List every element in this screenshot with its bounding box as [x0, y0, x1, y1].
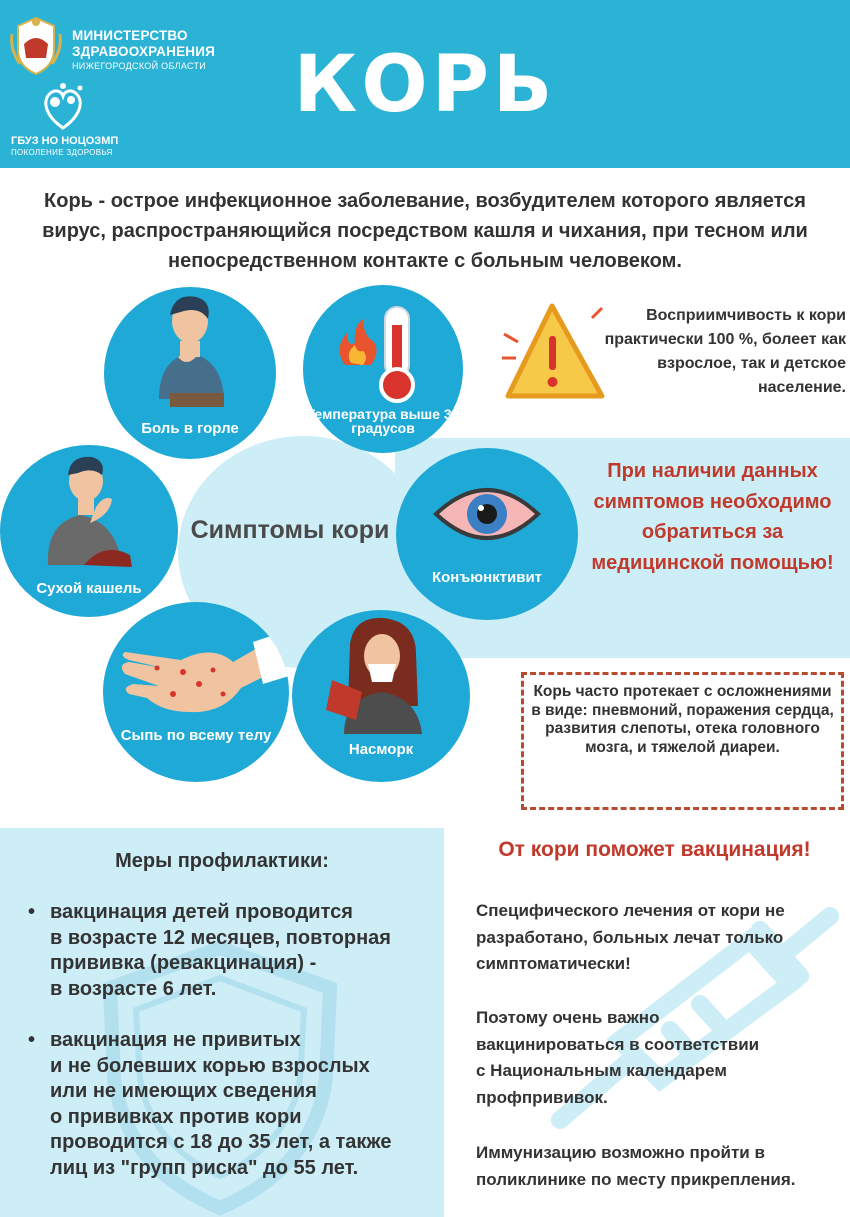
prevention-item	[28, 1028, 438, 1181]
symptom-rash	[103, 602, 289, 782]
vaccination-paragraph: Поэтому очень важно вакцинироваться в соответствии с Национальным календарем профпрививок.	[476, 1008, 760, 1107]
org-name	[11, 135, 118, 158]
bullet-icon: •	[28, 1029, 36, 1051]
vaccination-paragraph: Специфического лечения от кори не разработано, больных лечат только симптоматически!	[476, 901, 785, 973]
complications-box	[521, 672, 844, 810]
susceptibility-text: Восприимчивость к кори практически 100 %, болеет как взрослое, так и детское население.	[604, 307, 846, 396]
vaccination-paragraph: Иммунизацию возможно пройти в поликлинике по месту прикрепления.	[476, 1143, 796, 1189]
symptom-label: Боль в горле	[141, 420, 239, 437]
prevention-item	[28, 900, 438, 1002]
symptom-runny-nose	[292, 610, 470, 782]
bullet-icon: •	[28, 901, 36, 923]
org-line-1: ГБУЗ НО НОЦОЗМП	[11, 135, 119, 147]
symptom-cough	[0, 445, 178, 617]
red-eye-icon	[396, 448, 578, 620]
ministry-line-3: НИЖЕГОРОДСКОЙ ОБЛАСТИ	[72, 61, 207, 71]
symptom-label: Сухой кашель	[36, 580, 142, 597]
vaccination-title: От кори поможет вакцинация!	[498, 838, 811, 861]
page-title: КОРЬ	[293, 40, 557, 130]
ministry-line-2: ЗДРАВООХРАНЕНИЯ	[72, 44, 216, 59]
prevention-title: Меры профилактики:	[115, 850, 329, 872]
symptom-label: Конъюнктивит	[431, 569, 543, 586]
seek-medical-help-callout: При наличии данных симптомов необходимо обратиться за медицинской помощью!	[591, 460, 834, 574]
prevention-item-text: вакцинация не привитых и не болевших корью взрослых или не имеющих сведения о прививках против кори проводится с 18 до 35 лет, а также лиц из "групп риска" до 55 лет.	[50, 1029, 392, 1179]
header-banner	[0, 0, 850, 168]
symptoms-center-label: Симптомы кори	[190, 516, 390, 544]
symptom-temperature	[303, 285, 463, 453]
ministry-line-1: МИНИСТЕРСТВО	[72, 28, 188, 43]
symptom-label: Сыпь по всему телу	[120, 727, 272, 744]
symptom-label: Температура выше 38 градусов	[306, 406, 460, 436]
prevention-item-text: вакцинация детей проводится в возрасте 12 месяцев, повторная прививка (ревакцинация) - в возрасте 6 лет.	[50, 901, 391, 1000]
symptom-conjunctivitis	[396, 448, 578, 620]
symptom-label: Насморк	[348, 741, 414, 758]
intro-text: Корь - острое инфекционное заболевание, возбудителем которого является вирус, распространяющийся посредством кашля и чихания, при тесном или непосредственном контакте с больным человеком.	[42, 190, 808, 272]
rash-hand-icon	[103, 602, 289, 782]
prevention-list	[28, 900, 438, 1181]
org-line-2: ПОКОЛЕНИЕ ЗДОРОВЬЯ	[11, 148, 113, 157]
symptom-sore-throat	[104, 287, 276, 459]
complications-text: Корь часто протекает с осложнениями в виде: пневмоний, поражения сердца, развития слепоты, отека головного мозга, и тяжелой диареи.	[531, 683, 834, 756]
prevention-section	[0, 828, 444, 1217]
